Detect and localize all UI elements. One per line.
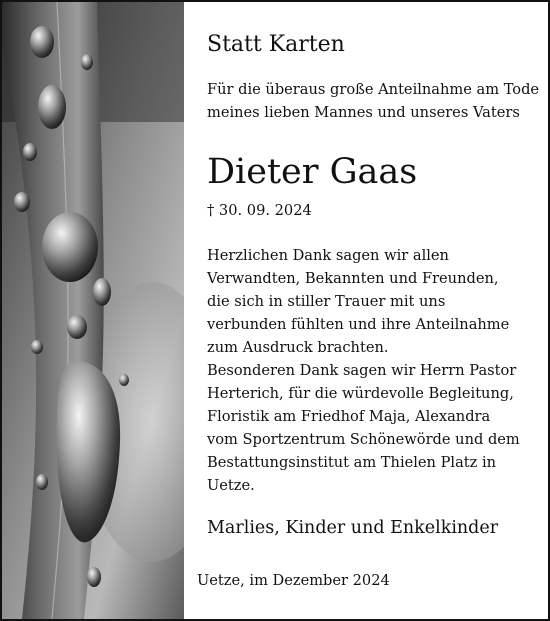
deceased-name: Dieter Gaas bbox=[207, 152, 418, 192]
thanks-paragraph: Herzlichen Dank sagen wir allen Verwandten, Bekannten und Freunden, die sich in stiller Trauer mit uns verbunden fühlten und ihre Anteilnahme zum Ausdruck brachten. bbox=[207, 247, 510, 356]
intro-line: meines lieben Mannes und unseres Vaters bbox=[207, 104, 520, 121]
signature: Marlies, Kinder und Enkelkinder bbox=[207, 518, 499, 538]
place-date: Uetze, im Dezember 2024 bbox=[197, 572, 390, 589]
intro-text bbox=[207, 78, 539, 124]
heading: Statt Karten bbox=[207, 32, 345, 57]
leaf-with-raindrops-photo bbox=[2, 2, 184, 619]
special-thanks-paragraph: Besonderen Dank sagen wir Herrn Pastor Herterich, für die würdevolle Begleitung, Floristik am Friedhof Maja, Alexandra vom Sportzentrum Schönewörde und dem Bestattungsinstitut am Thielen Platz in Uetze. bbox=[207, 362, 520, 494]
death-date: † 30. 09. 2024 bbox=[207, 202, 312, 219]
intro-line: Für die überaus große Anteilnahme am Tode bbox=[207, 81, 540, 98]
